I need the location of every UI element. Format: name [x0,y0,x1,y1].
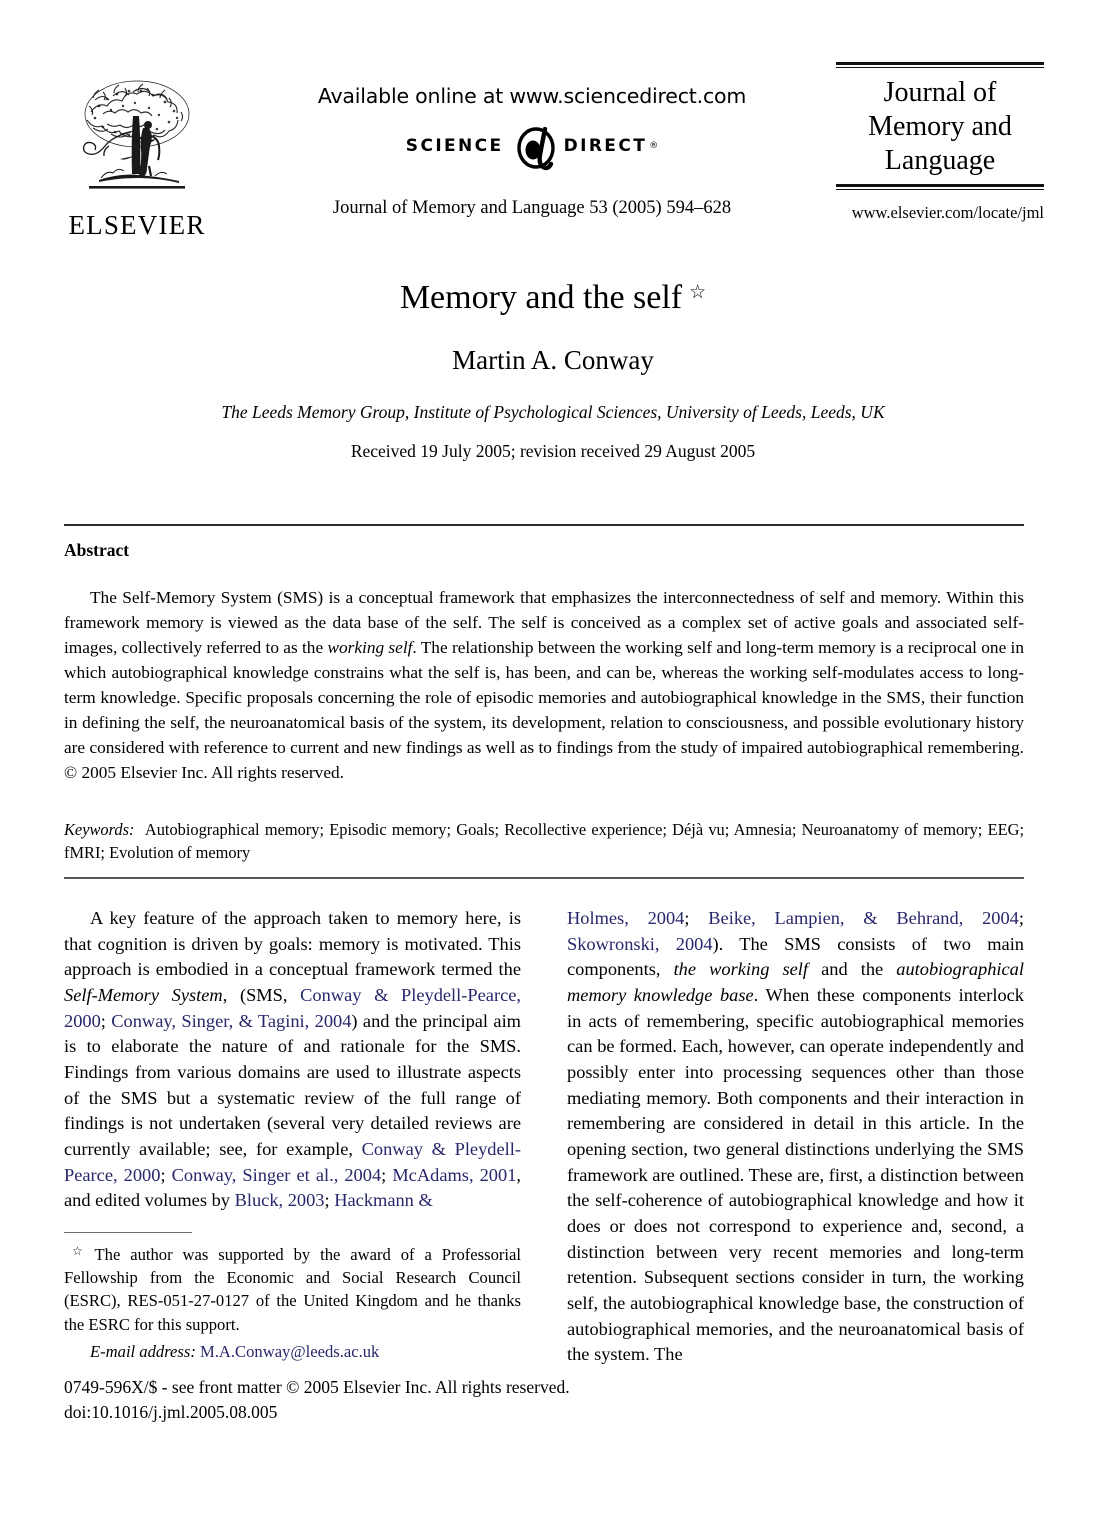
abstract-top-rule [64,524,1024,526]
sciencedirect-logo [252,120,812,172]
elsevier-tree-icon [73,70,201,210]
par-text: and the [808,959,897,980]
citation-link[interactable]: Conway & Pleydell-Pearce, 2000 [64,1139,521,1185]
abstract-italic-phrase: working self [327,637,413,657]
citation-link[interactable]: Conway & Pleydell-Pearce, 2000 [64,985,522,1031]
article-title-block [62,278,1044,462]
email-line [64,1340,521,1363]
email-link[interactable]: M.A.Conway@leeds.ac.uk [200,1341,380,1361]
citation-link[interactable]: Beike, Lampien, & Behrand, 2004 [708,908,1019,928]
page-footer [64,1375,764,1425]
par-text: , and edited volumes by [64,1164,521,1211]
footnote-star-icon: ☆ [72,1244,89,1258]
abstract-text [64,586,1024,786]
elsevier-wordmark: ELSEVIER [68,210,206,240]
masthead-title-line-2: Memory and [868,111,1012,143]
footnote-block [64,1232,521,1363]
title-footnote-star-icon[interactable]: ☆ [689,282,707,303]
body-paragraph [64,906,521,1214]
journal-masthead [836,62,1044,223]
journal-homepage-url[interactable]: www.elsevier.com/locate/jml [851,203,1044,223]
par-text: ; [100,1010,112,1031]
masthead-title-line-3: Language [884,145,996,177]
sciencedirect-science-word: SCIENCE [405,136,504,156]
par-italic-working-self: the working self [673,959,809,980]
citation-link[interactable]: Conway, Singer, & Tagini, 2004 [111,1010,352,1031]
footnote-rule [64,1232,192,1233]
keywords-section [64,818,1024,865]
sciencedirect-block [252,84,812,219]
par-text: ; [324,1190,335,1211]
doi-line: doi:10.1016/j.jml.2005.08.005 [64,1402,278,1423]
par-text: . When these components interlock in acts of remembering, specific autobiographical memories can be formed. Each, however, can operate independently and possibly enter into processing sequences other than those mediating memory. Both components and their interaction in remembering are considered in detail in this article. In the opening section, two general distinctions underlying the SMS framework are outlined. These are, first, a distinction between the self-coherence of autobiographical knowledge and how it does or does not correspond to experience and, second, a distinction between very recent memories and long-term retention. Subsequent sections consider in turn, the working self, the autobiographical knowledge base, the construction of autobiographical memories, and the neuroanatomical basis of the system. The [567,985,1025,1365]
sciencedirect-at-icon [510,120,562,172]
available-online-text: Available online at www.sciencedirect.com [317,84,747,108]
par-italic-sms: Self-Memory System [64,985,223,1006]
par-text: ; [160,1164,172,1185]
keywords-list: Autobiographical memory; Episodic memory; Goals; Recollective experience; Déjà vu; Amnesia; Neuroanatomy of memory; EEG; fMRI; Evolution of memory [64,820,1024,863]
citation-link[interactable]: Conway, Singer et al., 2004 [171,1164,382,1185]
abstract-heading: Abstract [64,540,130,560]
citation-link[interactable]: Skowronski, 2004 [567,933,713,954]
body-top-rule [64,877,1024,879]
par-text: ) and the principal aim is to elaborate the nature of and rationale for the SMS. Findings from various domains are used to illustrate aspects of the SMS but a systematic review of the full range of findings is not undertaken (several very detailed reviews are currently available; see, for example, [64,1010,521,1160]
citation-link[interactable]: Holmes, 2004 [567,908,685,928]
footnote-body: The author was supported by the award of a Professorial Fellowship from the Economic and Social Research Council (ESRC), RES-051-27-0127 of the United Kingdom and he thanks the ESRC for this support. [64,1245,521,1334]
abstract-section [64,540,1024,786]
body-column-left [64,906,521,1214]
journal-reference: Journal of Memory and Language 53 (2005) 594–628 [332,198,732,218]
masthead-title [836,76,1044,178]
par-text: ; [684,908,709,928]
par-italic-knowledge-base: autobiographical memory knowledge base [567,959,1024,1006]
par-text: ; [381,1164,393,1185]
article-author: Martin A. Conway [452,344,654,375]
citation-link[interactable]: McAdams, 2001 [392,1164,517,1185]
body-column-right [567,906,1024,1368]
article-title-text: Memory and the self [399,279,683,316]
footnote-text [64,1243,521,1336]
abstract-text-part-1: The Self-Memory System (SMS) is a conceptual framework that emphasizes the interconnectedness of self and memory. Within this framework memory is viewed as the data base of the self. The self is conceived as a complex set of active goals and associated self-images, collectively referred to as the [64,588,1024,657]
issn-copyright-line: 0749-596X/$ - see front matter © 2005 Elsevier Inc. All rights reserved. [64,1377,570,1397]
body-paragraph [567,906,1024,1368]
sciencedirect-direct-word: DIRECT [563,136,648,156]
page-title [62,278,1044,319]
article-received-dates: Received 19 July 2005; revision received 29 August 2005 [350,440,756,461]
par-text: A key feature of the approach taken to memory here, is that cognition is driven by goals: memory is motivated. This approach is embodied in a conceptual framework termed the [64,908,521,980]
elsevier-logo [62,70,212,239]
par-text: , (SMS, [222,985,301,1006]
page-header [62,62,1044,262]
article-affiliation: The Leeds Memory Group, Institute of Psychological Sciences, University of Leeds, Leeds, UK [221,401,885,422]
email-label: E-mail address: [90,1341,196,1361]
citation-link[interactable]: Hackmann & [334,1190,433,1211]
par-text: ). The SMS consists of two main components, [567,933,1024,980]
registered-mark-icon: ® [649,141,659,151]
abstract-text-part-2: . The relationship between the working self and long-term memory is a reciprocal one in which autobiographical knowledge constrains what the self is, has been, and can be, whereas the working self-modulates access to long-term knowledge. Specific proposals concerning the role of episodic memories and autobiographical knowledge in the SMS, their function in defining the self, the neuroanatomical basis of the system, its development, relation to consciousness, and possible evolutionary history are considered with reference to current and new findings as well as to findings from the study of impaired autobiographical remembering. © 2005 Elsevier Inc. All rights reserved. [64,637,1024,782]
citation-link[interactable]: Bluck, 2003 [234,1190,325,1211]
masthead-rule-bottom [836,184,1044,190]
keywords-label: Keywords: [64,820,135,839]
masthead-title-line-1: Journal of [883,77,997,108]
par-text: ; [1018,908,1024,928]
masthead-rule-top [836,62,1044,68]
